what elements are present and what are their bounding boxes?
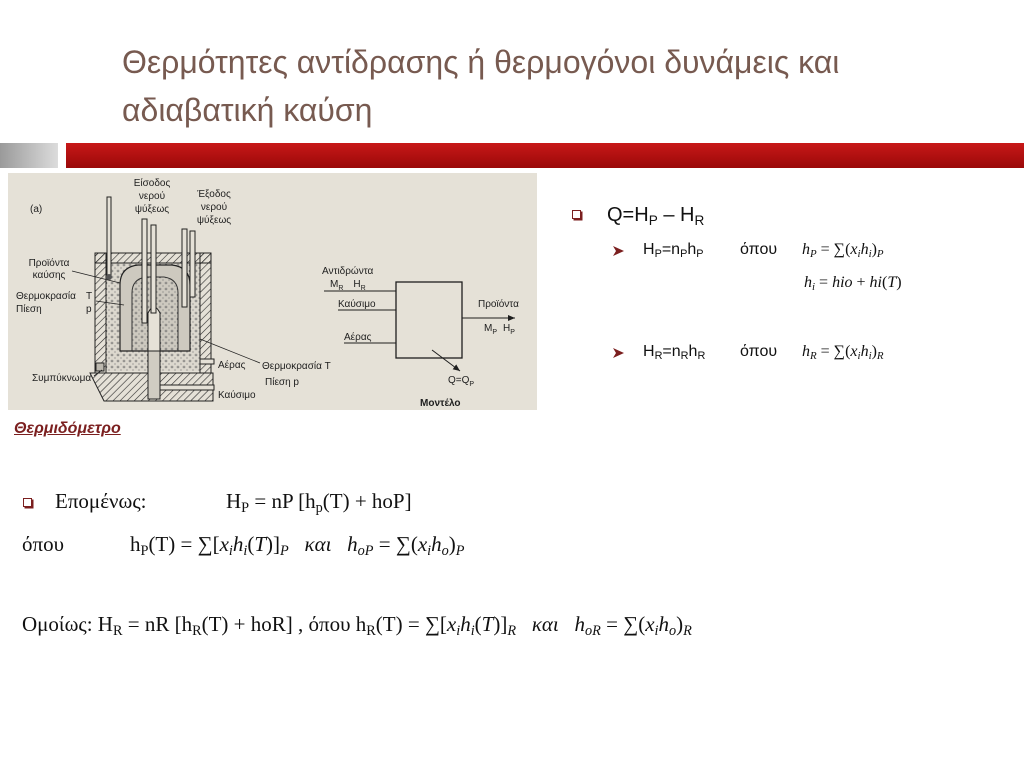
formula-part: i — [427, 542, 432, 559]
formula-part: T — [887, 274, 897, 291]
formula-part: P — [241, 499, 250, 516]
hi-formula — [804, 273, 902, 297]
formula-part: T — [481, 612, 494, 636]
inlet-label-2: νερού — [138, 191, 166, 202]
square-bullet-icon — [23, 498, 32, 507]
formula-part: Q=H — [607, 204, 649, 226]
formula-part: H — [226, 489, 242, 513]
formula-part: =n — [661, 241, 681, 258]
model-mr-sub: R — [338, 285, 344, 292]
arrow-bullet-icon — [613, 348, 624, 358]
formula-part: P — [654, 248, 662, 261]
hp-where-label: όπου — [740, 241, 778, 258]
right-temperature-label: Θερμοκρασία T — [262, 361, 331, 372]
formula-part: R — [366, 622, 376, 639]
square-bullet-icon — [572, 210, 581, 219]
formula-part: P — [455, 542, 465, 559]
formula-part: ( — [474, 612, 482, 636]
formula-part: R — [507, 622, 517, 639]
fuel-label: Καύσιμο — [218, 390, 256, 401]
formula-part: h — [130, 532, 141, 556]
formula-part: i — [857, 248, 861, 261]
therefore-label: Επομένως: — [55, 489, 147, 513]
model-mp: M — [484, 323, 493, 334]
formula-part: ) — [871, 241, 877, 258]
formula-part: i — [857, 350, 861, 363]
formula-part: ) — [676, 612, 684, 636]
formula-part: oP — [357, 542, 374, 559]
formula-part: x — [850, 241, 858, 258]
slide-title-line-1: Θερμότητες αντίδρασης ή θερμογόνοι δυνάμεις και — [122, 44, 840, 80]
formula-part: i — [868, 248, 872, 261]
model-mr: M — [330, 279, 339, 290]
formula-part: i — [228, 542, 233, 559]
formula-part: h — [860, 241, 869, 258]
inlet-label-1: Είσοδος — [133, 178, 171, 189]
hr-where-label: όπου — [740, 343, 778, 360]
model-mp-sub: P — [492, 329, 498, 336]
formula-part: R — [680, 350, 689, 363]
outlet-label-1: Έξοδος — [197, 189, 231, 200]
formula-part: + — [852, 274, 870, 291]
left-temperature-symbol: T — [86, 291, 93, 302]
formula-part: h — [804, 274, 812, 291]
where-formula — [130, 531, 465, 564]
model-title: Μοντέλο — [420, 398, 461, 409]
formula-part: P — [280, 542, 289, 559]
formula-part: ( — [882, 274, 888, 291]
products-label-1: Προϊόντα — [28, 258, 70, 269]
formula-part: h — [431, 532, 442, 556]
formula-part: (T) = ∑[ — [375, 612, 447, 636]
formula-part: R — [810, 350, 817, 363]
formula-part: h — [347, 532, 358, 556]
hp-formula — [802, 240, 884, 264]
model-reactants-label: Αντιδρώντα — [322, 266, 374, 277]
inlet-label-3: ψύξεως — [134, 204, 170, 215]
formula-part: )] — [266, 532, 281, 556]
formula-part: h — [574, 612, 586, 636]
formula-part: R — [694, 212, 705, 228]
formula-part: P — [696, 248, 704, 261]
formula-part: Ομοίως: H — [22, 612, 113, 636]
formula-part: i — [654, 622, 659, 639]
formula-part: H — [643, 343, 655, 360]
hp-definition — [643, 240, 704, 264]
figure-caption: Θερμιδόμετρο — [14, 420, 121, 437]
formula-part: ( — [247, 532, 255, 556]
formula-part: = ∑( — [816, 241, 851, 258]
formula-part: i — [812, 281, 816, 294]
formula-part: ) — [896, 274, 902, 291]
formula-part: hio — [832, 274, 853, 291]
formula-part: oR — [585, 622, 601, 639]
outlet-label-3: ψύξεως — [196, 215, 232, 226]
condensate-label: Συμπύκνωμα — [32, 373, 92, 384]
formula-part: = ∑( — [373, 532, 418, 556]
model-air-label: Αέρας — [344, 332, 372, 343]
formula-part: P — [680, 248, 688, 261]
model-hp-sub: P — [510, 329, 515, 336]
left-pressure-symbol: p — [86, 304, 92, 315]
formula-part: h — [802, 241, 810, 258]
formula-part: = — [815, 274, 833, 291]
formula-part: h — [688, 343, 698, 360]
formula-part: = ∑( — [600, 612, 646, 636]
formula-part: =n — [662, 343, 681, 360]
formula-part: hi — [869, 274, 882, 291]
formula-part: = nR [h — [122, 612, 193, 636]
formula-part: i — [868, 350, 872, 363]
formula-part: (T) + hoP] — [322, 489, 412, 513]
formula-part: h — [460, 612, 471, 636]
formula-part: – H — [657, 204, 695, 226]
formula-part: R — [876, 350, 884, 363]
formula-part: ) — [448, 532, 456, 556]
formula-part: R — [697, 350, 706, 363]
therefore-formula — [226, 488, 412, 521]
products-label-2: καύσης — [32, 270, 66, 281]
formula-part: P — [810, 248, 817, 261]
heat-equation — [607, 203, 704, 233]
formula-part: και — [516, 612, 575, 636]
formula-part: h — [232, 532, 244, 556]
formula-part: P — [648, 212, 658, 228]
right-pressure-label: Πίεση p — [265, 377, 299, 388]
formula-part: x — [446, 612, 457, 636]
formula-part: ) — [871, 343, 877, 360]
header-bar-red — [66, 143, 1024, 168]
left-pressure-label: Πίεση — [16, 304, 42, 315]
formula-part: h — [687, 241, 697, 258]
model-q: Q=Q — [448, 375, 470, 386]
formula-part: R — [683, 622, 692, 639]
calorimeter-diagram — [8, 173, 537, 410]
formula-part: R — [112, 622, 123, 639]
formula-part: R — [654, 350, 663, 363]
formula-part: x — [417, 532, 428, 556]
calorimeter-figure — [8, 173, 537, 410]
model-hp: H — [503, 323, 511, 334]
formula-part: i — [470, 622, 475, 639]
formula-part: i — [456, 622, 461, 639]
model-products-label: Προϊόντα — [478, 299, 519, 310]
where-label: όπου — [22, 532, 64, 556]
formula-part: h — [658, 612, 669, 636]
hr-formula — [802, 342, 884, 366]
formula-part: x — [850, 343, 858, 360]
model-hr-sub: R — [360, 285, 366, 292]
formula-part: p — [315, 499, 323, 516]
header-bar-gray — [0, 143, 58, 168]
arrow-bullet-icon — [613, 246, 624, 256]
formula-part: )] — [493, 612, 508, 636]
formula-part: h — [802, 343, 810, 360]
formula-part: x — [645, 612, 655, 636]
model-q-sub: P — [469, 381, 475, 388]
formula-part: h — [860, 343, 869, 360]
formula-part: R — [192, 622, 202, 639]
model-fuel-label: Καύσιμο — [338, 299, 376, 310]
left-temperature-label: Θερμοκρασία — [16, 291, 76, 302]
formula-part: = ∑( — [816, 343, 851, 360]
formula-part: T — [254, 532, 267, 556]
formula-part: (T) = ∑[ — [148, 532, 220, 556]
slide-title-line-2: αδιαβατική καύση — [122, 92, 373, 128]
panel-label: (a) — [30, 204, 43, 215]
model-hr: H — [353, 279, 361, 290]
formula-part: o — [668, 622, 677, 639]
formula-part: o — [441, 542, 449, 559]
formula-part: και — [288, 532, 348, 556]
formula-part: H — [643, 241, 655, 258]
slide-title — [122, 38, 1002, 134]
formula-part: (T) + hoR] , όπου h — [201, 612, 367, 636]
outlet-label-2: νερού — [200, 202, 228, 213]
formula-part: P — [876, 248, 884, 261]
similarly-formula — [22, 611, 692, 644]
formula-part: P — [140, 542, 149, 559]
formula-part: i — [243, 542, 248, 559]
formula-part: = nP [h — [249, 489, 316, 513]
hr-definition — [643, 342, 705, 366]
formula-part: x — [219, 532, 229, 556]
air-label: Αέρας — [218, 360, 246, 371]
